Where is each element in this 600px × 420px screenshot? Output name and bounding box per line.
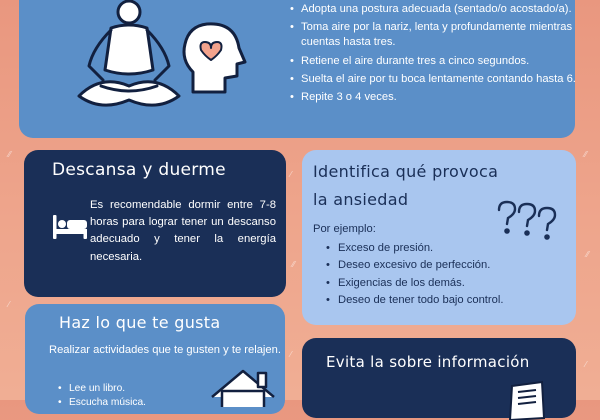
list-item: • Adopta una postura adecuada (sentado/o acostado/a). — [301, 2, 591, 17]
rest-title: Descansa y duerme — [52, 160, 226, 180]
hobbies-list — [55, 382, 146, 410]
background-decoration: ⁄ — [290, 350, 292, 359]
background-decoration: ⁄ — [585, 360, 587, 369]
hobbies-title: Haz lo que te gusta — [59, 313, 221, 332]
information-title: Evita la sobre información — [326, 353, 530, 371]
background-decoration: ⁄⁄ — [586, 250, 589, 259]
background-decoration: ⁄⁄ — [8, 150, 11, 159]
rest-card — [24, 150, 286, 297]
list-item: • Retiene el aire durante tres a cinco segundos. — [301, 54, 591, 69]
background-decoration: ⁄⁄ — [584, 150, 587, 159]
question-marks-icon — [495, 200, 561, 240]
background-decoration: ⁄ — [8, 300, 10, 309]
list-item: • Repite 3 o 4 veces. — [301, 90, 591, 105]
hobbies-description: Realizar actividades que te gusten y te relajen. — [49, 344, 281, 356]
rest-description: Es recomendable dormir entre 7-8 horas para lograr tener un descanso adecuado y tener la energía necesaria. — [90, 199, 276, 263]
anxiety-causes-list — [324, 240, 503, 309]
list-item: • Escucha música. — [69, 396, 146, 410]
breathing-steps-list — [287, 2, 591, 108]
list-item: • Lee un libro. — [69, 382, 146, 396]
list-item: • Deseo excesivo de perfección. — [338, 257, 503, 274]
list-item: • Exceso de presión. — [338, 240, 503, 257]
meditation-person-icon — [71, 0, 183, 120]
anxiety-intro: Por ejemplo: — [313, 223, 376, 235]
anxiety-title-line2: la ansiedad — [313, 190, 409, 209]
head-heart-icon — [179, 18, 247, 96]
background-decoration: ⁄⁄ — [292, 260, 295, 269]
list-item: • Suelta el aire por tu boca lentamente contando hasta 6. — [301, 72, 591, 87]
hobbies-card — [25, 304, 285, 414]
list-item: • Deseo de tener todo bajo control. — [338, 292, 503, 309]
information-card — [302, 338, 576, 418]
anxiety-card — [302, 150, 576, 325]
list-item: • Exigencias de los demás. — [338, 275, 503, 292]
house-icon — [208, 367, 278, 407]
background-decoration: ⁄ — [290, 170, 292, 179]
breathing-card — [19, 0, 575, 138]
list-item: • Toma aire por la nariz, lenta y profundamente mientras cuentas hasta tres. — [301, 20, 591, 50]
bed-icon — [53, 215, 87, 239]
newspaper-icon — [502, 380, 546, 420]
anxiety-title-line1: Identifica qué provoca — [313, 162, 499, 181]
